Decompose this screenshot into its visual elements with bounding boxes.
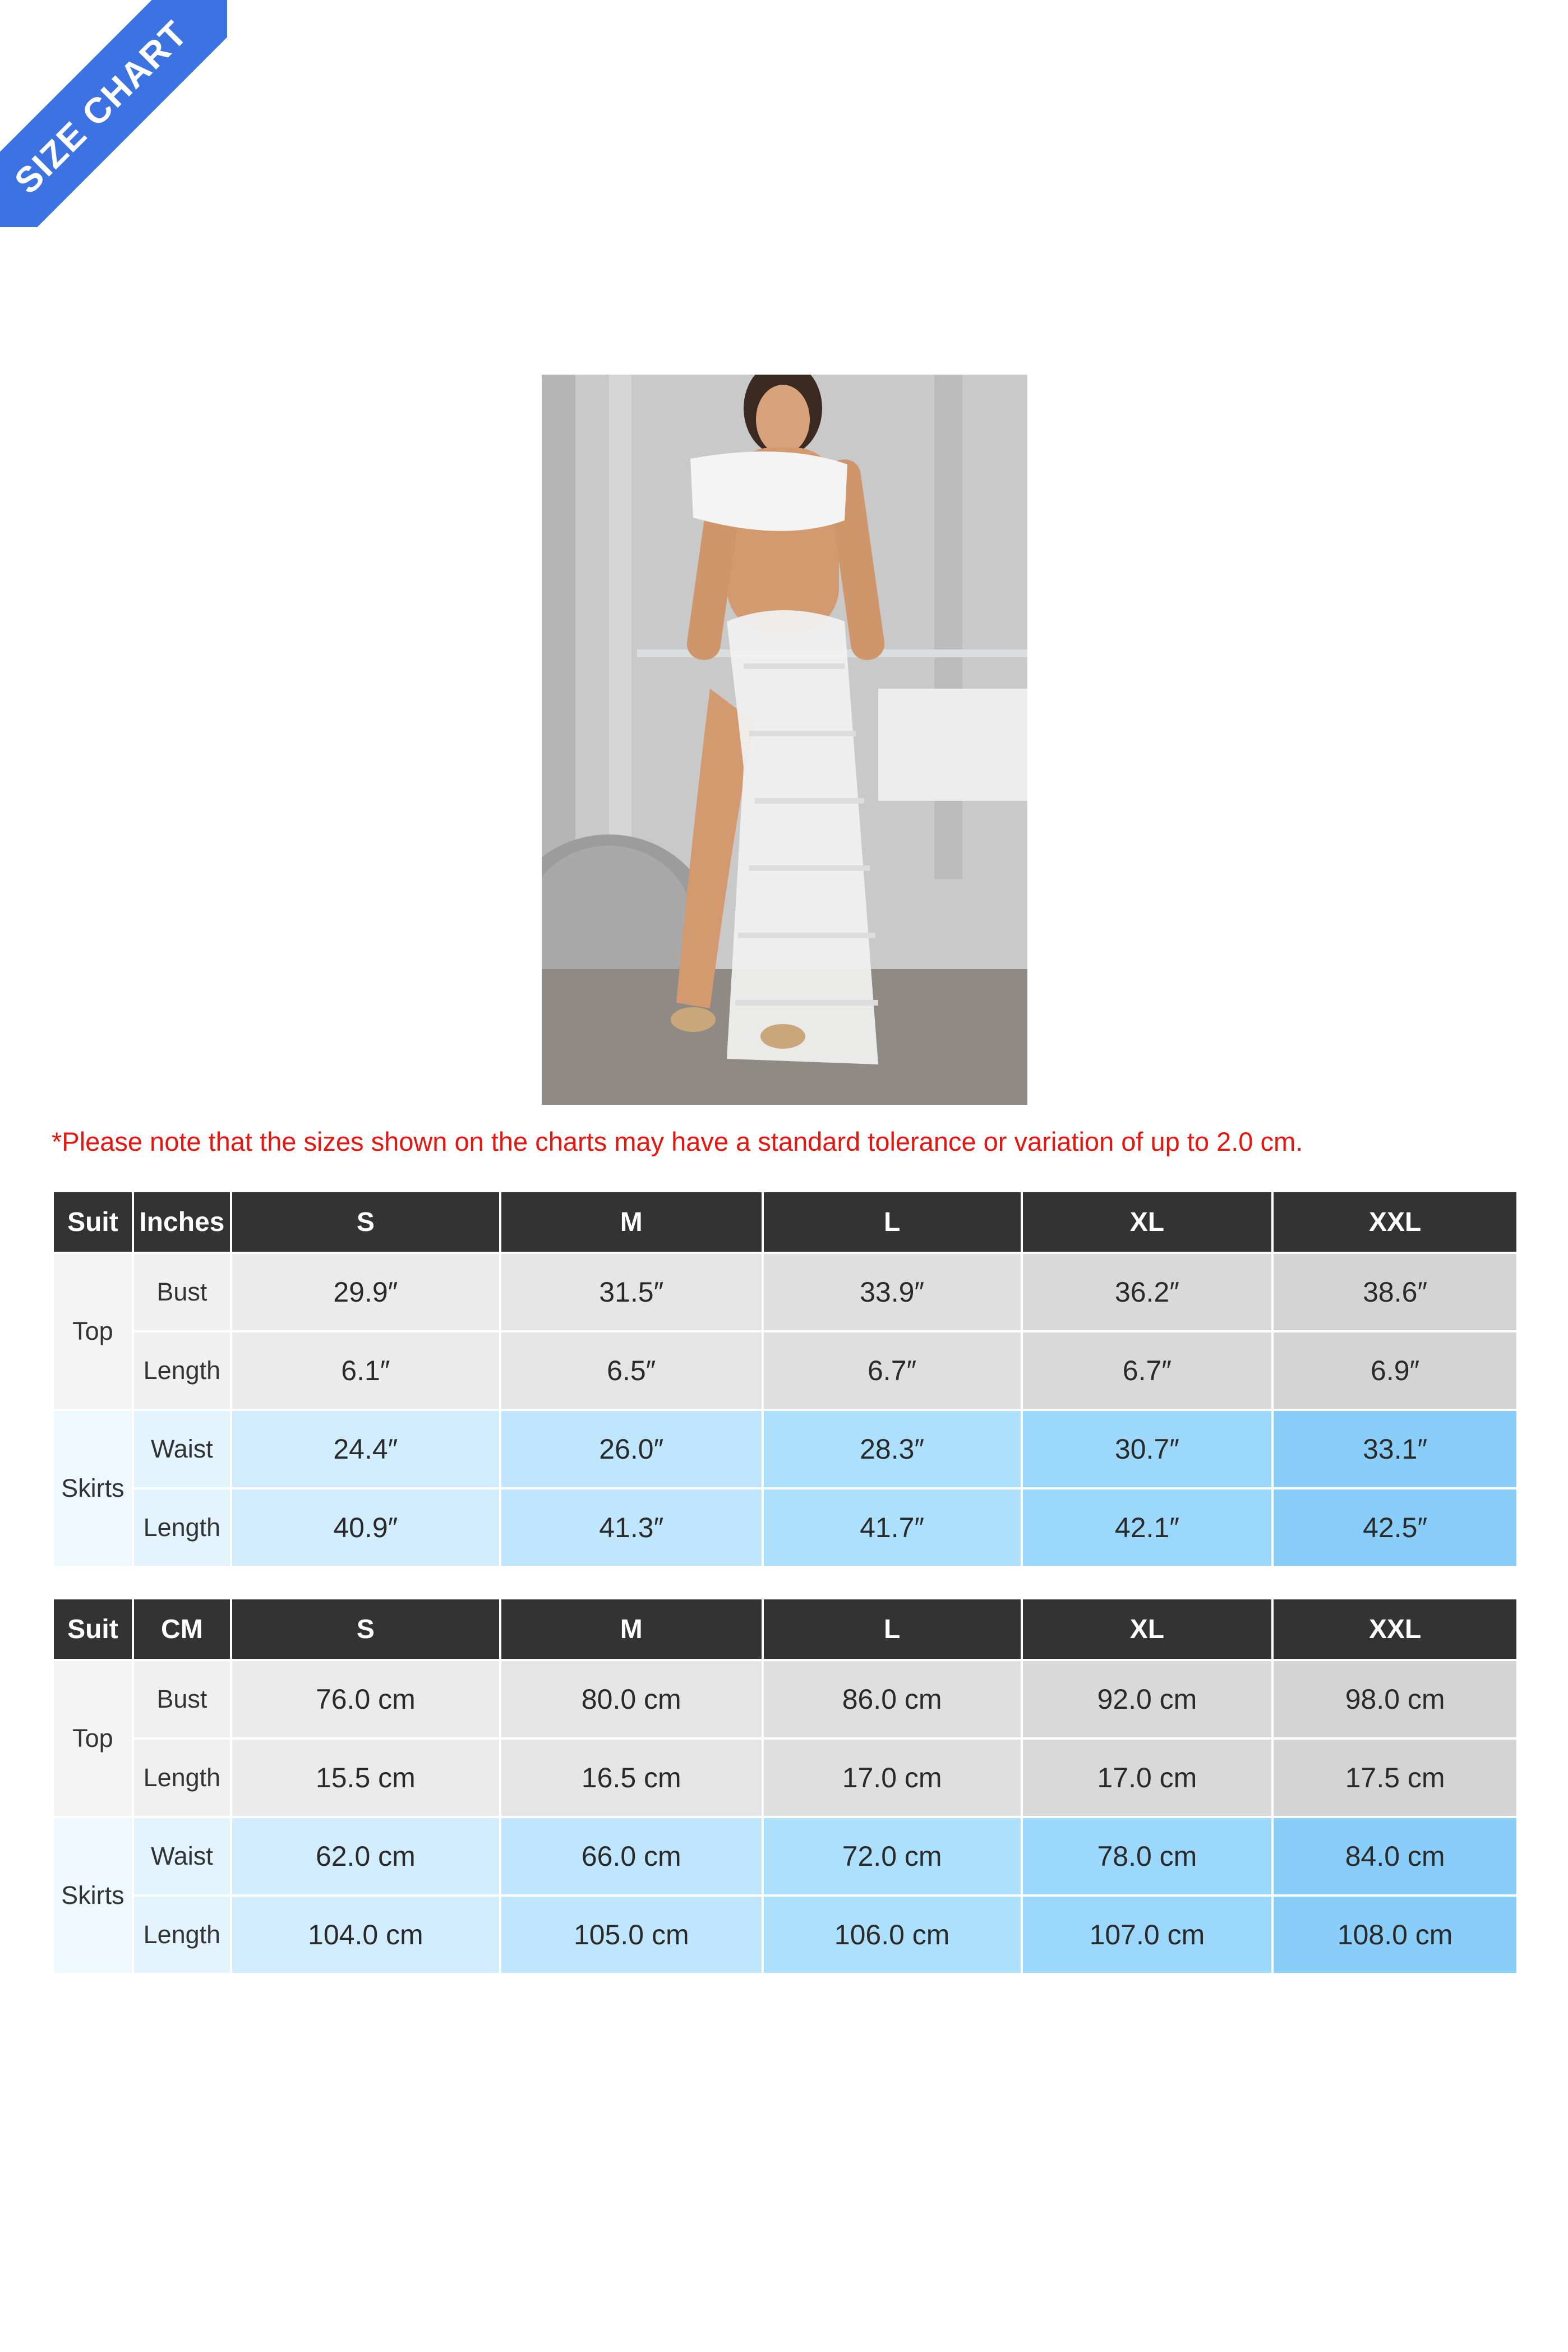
table-cell: 28.3″: [764, 1411, 1021, 1487]
group-top: Top: [54, 1254, 132, 1409]
table-cell: 42.1″: [1023, 1489, 1272, 1566]
table-cell: 6.9″: [1274, 1332, 1516, 1409]
table-row: [54, 1661, 1516, 1737]
table-cell: 36.2″: [1023, 1254, 1272, 1330]
group-skirts: Skirts: [54, 1411, 132, 1566]
table-cell: 106.0 cm: [764, 1897, 1021, 1973]
header-size-l: L: [764, 1599, 1021, 1659]
header-size-xl: XL: [1023, 1599, 1272, 1659]
size-chart-ribbon: [0, 0, 227, 227]
table-cell: 107.0 cm: [1023, 1897, 1272, 1973]
table-cell: 92.0 cm: [1023, 1661, 1272, 1737]
table-cell: 6.7″: [1023, 1332, 1272, 1409]
header-size-xxl: XXL: [1274, 1192, 1516, 1252]
row-label: Bust: [134, 1661, 230, 1737]
product-photo: [542, 375, 1027, 1105]
table-cell: 104.0 cm: [232, 1897, 499, 1973]
table-cell: 31.5″: [501, 1254, 762, 1330]
row-label: Waist: [134, 1818, 230, 1894]
table-cell: 6.7″: [764, 1332, 1021, 1409]
table-cell: 41.3″: [501, 1489, 762, 1566]
table-row: [54, 1897, 1516, 1973]
header-suit: Suit: [54, 1192, 132, 1252]
table-cell: 80.0 cm: [501, 1661, 762, 1737]
header-unit: Inches: [134, 1192, 230, 1252]
table-cell: 86.0 cm: [764, 1661, 1021, 1737]
table-cell: 84.0 cm: [1274, 1818, 1516, 1894]
table-cell: 15.5 cm: [232, 1740, 499, 1816]
table-cell: 33.1″: [1274, 1411, 1516, 1487]
table-cell: 105.0 cm: [501, 1897, 762, 1973]
table-cell: 72.0 cm: [764, 1818, 1021, 1894]
table-row: [54, 1254, 1516, 1330]
table-cell: 42.5″: [1274, 1489, 1516, 1566]
header-size-xl: XL: [1023, 1192, 1272, 1252]
cm-header-row: [54, 1599, 1516, 1659]
header-size-s: S: [232, 1192, 499, 1252]
model-illustration: [542, 375, 1027, 1105]
table-cell: 41.7″: [764, 1489, 1021, 1566]
table-cell: 24.4″: [232, 1411, 499, 1487]
header-size-l: L: [764, 1192, 1021, 1252]
table-cell: 98.0 cm: [1274, 1661, 1516, 1737]
inches-header-row: [54, 1192, 1516, 1252]
table-cell: 66.0 cm: [501, 1818, 762, 1894]
table-row: [54, 1332, 1516, 1409]
table-cell: 33.9″: [764, 1254, 1021, 1330]
table-row: [54, 1411, 1516, 1487]
header-size-xxl: XXL: [1274, 1599, 1516, 1659]
row-label: Waist: [134, 1411, 230, 1487]
table-cell: 40.9″: [232, 1489, 499, 1566]
cm-size-table: [52, 1597, 1519, 1975]
table-row: [54, 1818, 1516, 1894]
table-cell: 108.0 cm: [1274, 1897, 1516, 1973]
header-suit: Suit: [54, 1599, 132, 1659]
table-cell: 38.6″: [1274, 1254, 1516, 1330]
table-cell: 29.9″: [232, 1254, 499, 1330]
group-top: Top: [54, 1661, 132, 1816]
header-size-s: S: [232, 1599, 499, 1659]
row-label: Bust: [134, 1254, 230, 1330]
table-cell: 78.0 cm: [1023, 1818, 1272, 1894]
table-cell: 17.0 cm: [1023, 1740, 1272, 1816]
tolerance-note: *Please note that the sizes shown on the charts may have a standard tolerance or variation of up to 2.0 cm.: [52, 1127, 1303, 1156]
table-cell: 76.0 cm: [232, 1661, 499, 1737]
header-size-m: M: [501, 1192, 762, 1252]
table-cell: 26.0″: [501, 1411, 762, 1487]
table-row: [54, 1740, 1516, 1816]
table-cell: 17.0 cm: [764, 1740, 1021, 1816]
row-label: Length: [134, 1740, 230, 1816]
row-label: Length: [134, 1897, 230, 1973]
table-cell: 62.0 cm: [232, 1818, 499, 1894]
header-unit: CM: [134, 1599, 230, 1659]
table-cell: 30.7″: [1023, 1411, 1272, 1487]
group-skirts: Skirts: [54, 1818, 132, 1973]
table-row: [54, 1489, 1516, 1566]
table-cell: 16.5 cm: [501, 1740, 762, 1816]
header-size-m: M: [501, 1599, 762, 1659]
ribbon-label: SIZE CHART: [0, 0, 227, 227]
table-cell: 6.5″: [501, 1332, 762, 1409]
inches-size-table: [52, 1190, 1519, 1568]
table-cell: 6.1″: [232, 1332, 499, 1409]
row-label: Length: [134, 1332, 230, 1409]
row-label: Length: [134, 1489, 230, 1566]
table-cell: 17.5 cm: [1274, 1740, 1516, 1816]
